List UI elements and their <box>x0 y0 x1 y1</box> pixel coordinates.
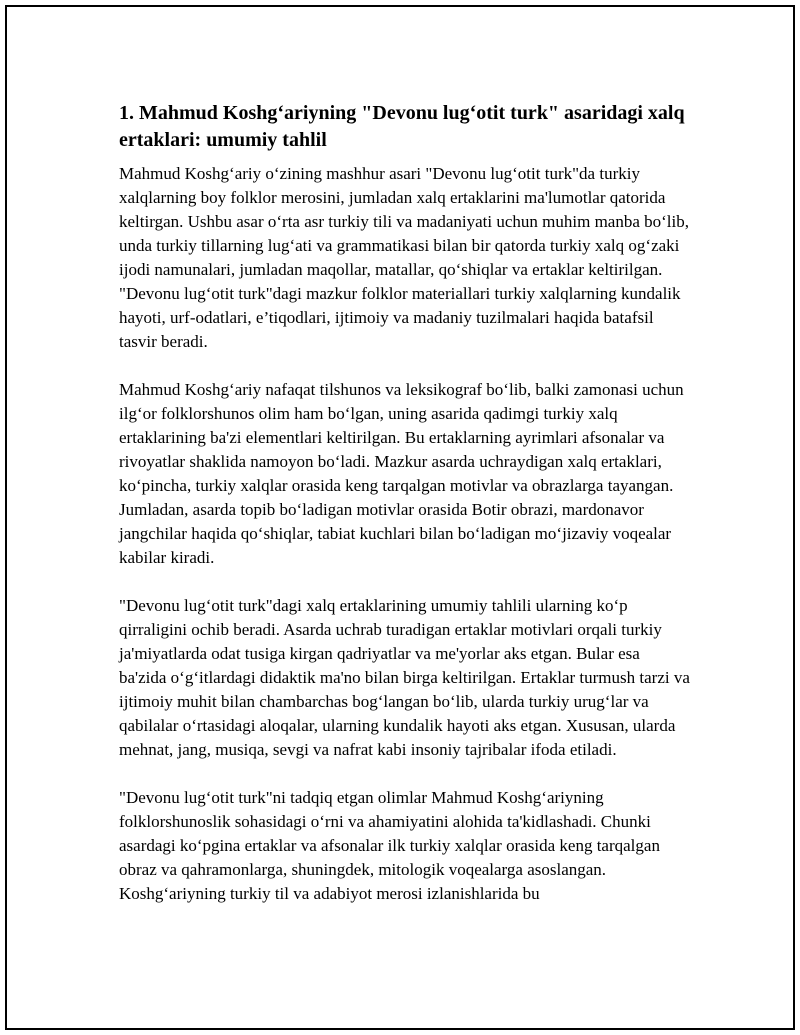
paragraph-4: "Devonu lug‘otit turk"ni tadqiq etgan olimlar Mahmud Koshg‘ariyning folklorshunoslik sohasidagi o‘rni va ahamiyatini alohida ta'kidlashadi. Chunki asardagi ko‘pgina ertaklar va afsonalar ilk turkiy xalqlar orasida keng tarqalgan obraz va qahramonlarga, shuningdek, mitologik voqealarga asoslangan. Koshg‘ariyning turkiy til va adabiyot merosi izlanishlarida bu <box>119 788 660 903</box>
paragraph-2: Mahmud Koshg‘ariy nafaqat tilshunos va leksikograf bo‘lib, balki zamonasi uchun ilg‘or folklorshunos olim ham bo‘lgan, uning asarida qadimgi turkiy xalq ertaklarining ba'zi elementlari keltirilgan. Bu ertaklarning ayrimlari afsonalar va rivoyatlar shaklida namoyon bo‘ladi. Mazkur asarda uchraydigan xalq ertaklari, ko‘pincha, turkiy xalqlar orasida keng tarqalgan motivlar va obrazlarga tayangan. Jumladan, asarda topib bo‘ladigan motivlar orasida Botir obrazi, mardonavor jangchilar haqida qo‘shiqlar, tabiat kuchlari bilan bo‘ladigan mo‘jizaviy voqealar kabilar kiradi. <box>119 380 684 567</box>
page-frame <box>5 5 795 1030</box>
paragraph-1: Mahmud Koshg‘ariy o‘zining mashhur asari "Devonu lug‘otit turk"da turkiy xalqlarning boy folklor merosini, jumladan xalq ertaklarini ma'lumotlar qatorida keltirgan. Ushbu asar o‘rta asr turkiy tili va madaniyati uchun muhim manba bo‘lib, unda turkiy tillarning lug‘ati va grammatikasi bilan bir qatorda turkiy xalq og‘zaki ijodi namunalari, jumladan maqollar, matallar, qo‘shiqlar va ertaklar keltirilgan. "Devonu lug‘otit turk"dagi mazkur folklor materiallari turkiy xalqlarning kundalik hayoti, urf-odatlari, e’tiqodlari, ijtimoiy va madaniy tuzilmalari haqida batafsil tasvir beradi. <box>119 164 689 351</box>
section-heading: 1. Mahmud Koshg‘ariyning "Devonu lug‘otit turk" asaridagi xalq ertaklari: umumiy tahlil <box>119 102 685 151</box>
document-body <box>119 100 691 930</box>
paragraph-3: "Devonu lug‘otit turk"dagi xalq ertaklarining umumiy tahlili ularning ko‘p qirraligini ochib beradi. Asarda uchrab turadigan ertaklar motivlari orqali turkiy ja'miyatlarda odat tusiga kirgan qadriyatlar va me'yorlar aks etgan. Bular esa ba'zida o‘g‘itlardagi didaktik ma'no bilan birga keltirilgan. Ertaklar turmush tarzi va ijtimoiy muhit bilan chambarchas bog‘langan bo‘lib, ularda turkiy urug‘lar va qabilalar o‘rtasidagi aloqalar, ularning kundalik hayoti aks etgan. Xususan, ularda mehnat, jang, musiqa, sevgi va nafrat kabi insoniy tajribalar ifoda etiladi. <box>119 596 690 759</box>
